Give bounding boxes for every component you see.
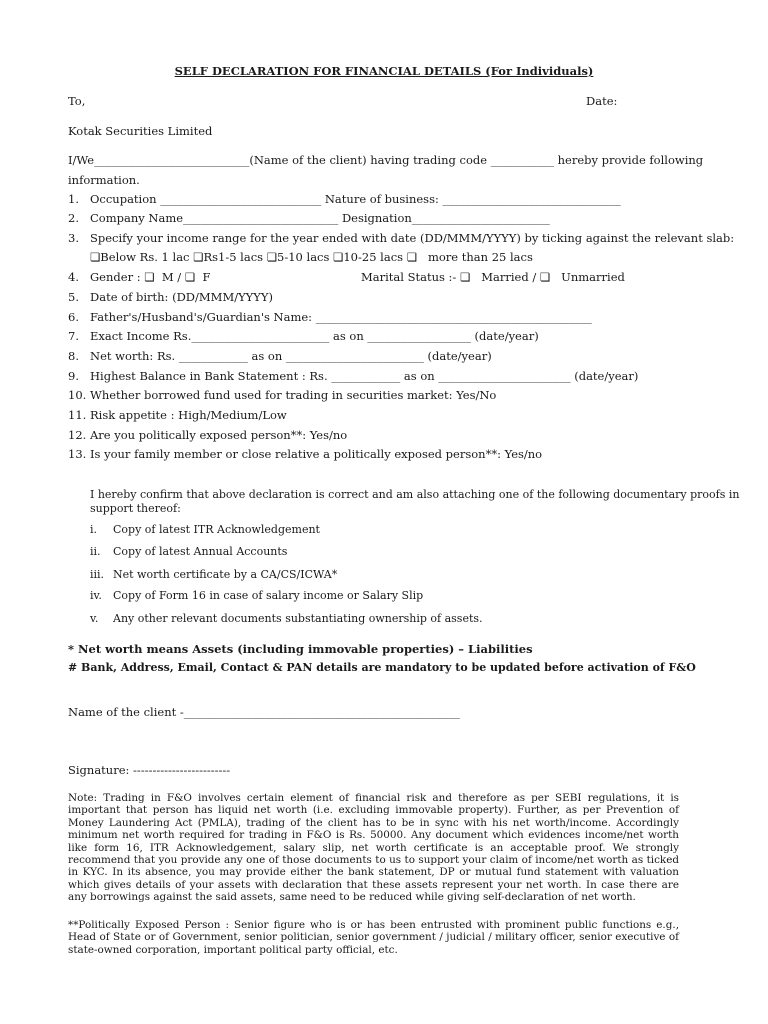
proof-number: iii. — [90, 568, 105, 581]
item-number: 5. — [68, 290, 79, 304]
proof-text: Copy of latest ITR Acknowledgement — [113, 523, 320, 536]
item-text: Whether borrowed fund used for trading in securities market: Yes/No — [90, 388, 497, 402]
marital-status-options[interactable]: Marital Status :- ❏ Married / ❏ Unmarried — [361, 270, 625, 284]
signature-field[interactable]: Signature: ------------------------- — [68, 763, 231, 777]
item-number: 6. — [68, 310, 79, 324]
item-number: 8. — [68, 349, 79, 363]
mandatory-details-note: # Bank, Address, Email, Contact & PAN details are mandatory to be updated before activation of F&O — [68, 661, 696, 674]
intro-line-continued: information. — [68, 173, 140, 187]
proof-text: Any other relevant documents substantiating ownership of assets. — [113, 612, 483, 625]
to-label: To, — [68, 94, 86, 108]
item-number: 9. — [68, 369, 79, 383]
confirmation-line: I hereby confirm that above declaration is correct and am also attaching one of the following documentary proofs in — [90, 488, 740, 501]
pep-definition: **Politically Exposed Person : Senior figure who is or has been entrusted with prominent public functions e.g., Head of State or of Government, senior politician, senior government / judicial / military officer, senior executive of state-owned corporation, important political party official, etc. — [68, 919, 679, 956]
item-number: 13. — [68, 447, 87, 461]
proof-number: iv. — [90, 589, 102, 602]
item-text: Father's/Husband's/Guardian's Name: ________________________________________________ — [90, 310, 592, 324]
page-title: SELF DECLARATION FOR FINANCIAL DETAILS (For Individuals) — [174, 64, 594, 78]
item-text: Highest Balance in Bank Statement : Rs. ____________ as on _______________________ (date/year) — [90, 369, 639, 383]
item-text: Are you politically exposed person**: Yes/no — [90, 428, 348, 442]
item-number: 12. — [68, 428, 87, 442]
item-text: Specify your income range for the year ended with date (DD/MMM/YYYY) by ticking against the relevant slab: — [90, 231, 735, 245]
gender-options[interactable]: Gender : ❏ M / ❏ F — [90, 270, 211, 284]
item-number: 2. — [68, 211, 79, 225]
addressee: Kotak Securities Limited — [68, 124, 213, 138]
proof-number: i. — [90, 523, 98, 536]
item-number: 1. — [68, 192, 79, 206]
item-number: 3. — [68, 231, 79, 245]
item-text: Exact Income Rs.________________________ as on __________________ (date/year) — [90, 329, 539, 343]
intro-line: I/We___________________________(Name of the client) having trading code ___________ hereby provide following — [68, 153, 704, 167]
item-text: Occupation ____________________________ Nature of business: _______________________________ — [90, 192, 621, 206]
item-number: 7. — [68, 329, 79, 343]
proof-text: Net worth certificate by a CA/CS/ICWA* — [113, 568, 338, 581]
item-number: 4. — [68, 270, 79, 284]
item-text: Net worth: Rs. ____________ as on ________________________ (date/year) — [90, 349, 492, 363]
client-name-field[interactable]: Name of the client -________________________________________________ — [68, 705, 460, 719]
item-text: Risk appetite : High/Medium/Low — [90, 408, 287, 422]
item-text: Is your family member or close relative a politically exposed person**: Yes/no — [90, 447, 543, 461]
confirmation-line-continued: support thereof: — [90, 502, 181, 515]
net-worth-definition: * Net worth means Assets (including immovable properties) – Liabilities — [68, 642, 533, 656]
fo-risk-note: Note: Trading in F&O involves certain element of financial risk and therefore as per SEBI regulations, it is important that person has liquid net worth (i.e. excluding immovable property). Further, as per Prevention of Money Laundering Act (PMLA), trading of the client has to be in sync with his net worth/income. Accordingly minimum net worth required for trading in F&O is Rs. 50000. Any document which evidences income/net worth like form 16, ITR Acknowledgement, salary slip, net worth certificate is an acceptable proof. We strongly recommend that you provide any one of those documents to us to support your claim of income/net worth as ticked in KYC. In its absence, you may provide either the bank statement, DP or mutual fund statement with valuation which gives details of your assets with declaration that these assets represent your net worth. In case there are any borrowings against the said assets, same need to be reduced while giving self-declaration of net worth. — [68, 792, 679, 904]
date-label: Date: — [586, 94, 618, 108]
item-text: Date of birth: (DD/MMM/YYYY) — [90, 290, 273, 304]
proof-number: ii. — [90, 545, 101, 558]
proof-text: Copy of Form 16 in case of salary income or Salary Slip — [113, 589, 424, 602]
proof-text: Copy of latest Annual Accounts — [113, 545, 288, 558]
proof-number: v. — [90, 612, 99, 625]
item-number: 11. — [68, 408, 87, 422]
income-slab-options[interactable]: ❏Below Rs. 1 lac ❏Rs1-5 lacs ❏5-10 lacs ❏10-25 lacs ❏ more than 25 lacs — [90, 250, 533, 264]
item-text: Company Name___________________________ Designation________________________ — [90, 211, 550, 225]
item-number: 10. — [68, 388, 87, 402]
